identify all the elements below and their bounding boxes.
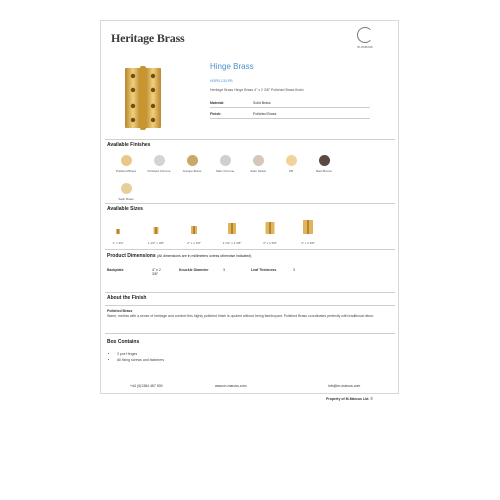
about-heading: About the Finish [107,295,147,301]
finish-value: Polished Brass [252,112,277,116]
divider [105,203,395,204]
box-heading: Box Contains [107,339,140,345]
divider [105,305,395,306]
finish-color-dot [121,183,132,194]
finish-row [210,112,370,119]
dimensions-heading [107,253,251,259]
hinge-size-icon [141,218,171,234]
footer-phone: +44 (0)1384 457 900 [130,384,163,388]
size-label: 1" x 3/4" [112,241,124,245]
size-label: 2 1/2" x 2 3/8" [222,241,242,245]
size-label: 2" x 1 1/8" [187,241,201,245]
product-code: HDPB-130-PB [210,79,233,83]
finish-label: Finish: [210,112,222,116]
finish-label: Satin Nickel [250,169,266,173]
divider [105,249,395,250]
divider [105,333,395,334]
size-item [141,218,171,245]
hinge-size-icon [103,218,133,234]
box-item: • All fixing screws and fasteners [117,357,203,363]
leaf-label: Leaf Thickness [251,268,277,272]
size-label: 1 1/2" x 3/8" [147,241,165,245]
finish-label: Matt Bronze [315,169,333,173]
size-item [217,218,247,245]
sizes-heading: Available Sizes [107,206,143,212]
hinge-size-icon [293,218,323,234]
about-text: Warm, mellow with a sense of heritage and comfort this highly polished finish is opulent without being flamboyant. Polished Brass coordinates perfectly with traditional décor. [107,314,375,318]
size-label: 3" x 1 5/8" [263,241,277,245]
size-item [293,218,323,245]
hinge-size-icon [179,218,209,234]
finish-label: PB [288,169,293,173]
hinge-size-icon [217,218,247,234]
finish-label: Satin Brass [118,197,134,201]
product-title: Hinge Brass [210,62,254,71]
finish-label: Satin Chrome [215,169,235,173]
finish-color-dot [220,155,231,166]
finish-label: Antique Brass [182,169,202,173]
leaf-value: 3 [293,268,295,272]
finish-swatch [144,155,174,173]
size-label: 4" x 2 3/8" [301,241,315,245]
footer-website[interactable]: www.m-marcus.com [215,384,247,388]
finish-swatch [309,155,339,173]
maker-logo [350,27,380,49]
finish-swatch [111,155,141,173]
finish-color-dot [187,155,198,166]
dimensions-title: Product Dimensions [107,253,156,259]
maker-logo-icon [357,27,373,43]
knuckle-label: Knuckle Diameter [179,268,209,272]
finish-swatch [210,155,240,173]
backplate-value: 4" x 2 3/8" [152,268,161,276]
brand-logo: Heritage Brass [111,31,185,45]
material-row [210,101,370,108]
finish-color-dot [154,155,165,166]
finish-swatch [243,155,273,173]
size-item [103,218,133,245]
footer-email[interactable]: info@m-marcus.com [328,384,361,388]
divider [105,139,395,140]
finish-swatch [177,155,207,173]
maker-logo-text: m-marcus [357,45,373,49]
box-contents [107,351,203,385]
about-subheading: Polished Brass [107,309,133,313]
knuckle-value: 3 [223,268,225,272]
hinge-product-image [123,66,163,131]
property-note: Property of M-Marcus Ltd. © [326,397,373,401]
hinge-size-icon [255,218,285,234]
finish-swatch [276,155,306,173]
finish-color-dot [253,155,264,166]
finish-color-dot [286,155,297,166]
material-value: Solid Brass [252,101,271,105]
box-item: • 3 pcs Hinges [117,351,203,357]
finish-label: Polished Chrome [147,169,171,173]
material-label: Material: [210,101,225,105]
finish-color-dot [121,155,132,166]
dimensions-note: (All dimensions are in millimeters unless otherwise indicated) [157,254,252,258]
finish-swatch [111,183,141,201]
backplate-label: Backplate [107,268,124,272]
spec-sheet [100,20,399,394]
product-description: Heritage Brass Hinge Brass 4" x 2 3/8" Polished Brass finish [210,88,304,92]
size-item [179,218,209,245]
finish-label: Polished Brass [115,169,136,173]
size-item [255,218,285,245]
finishes-heading: Available Finishes [107,142,151,148]
finish-color-dot [319,155,330,166]
divider [105,292,395,293]
